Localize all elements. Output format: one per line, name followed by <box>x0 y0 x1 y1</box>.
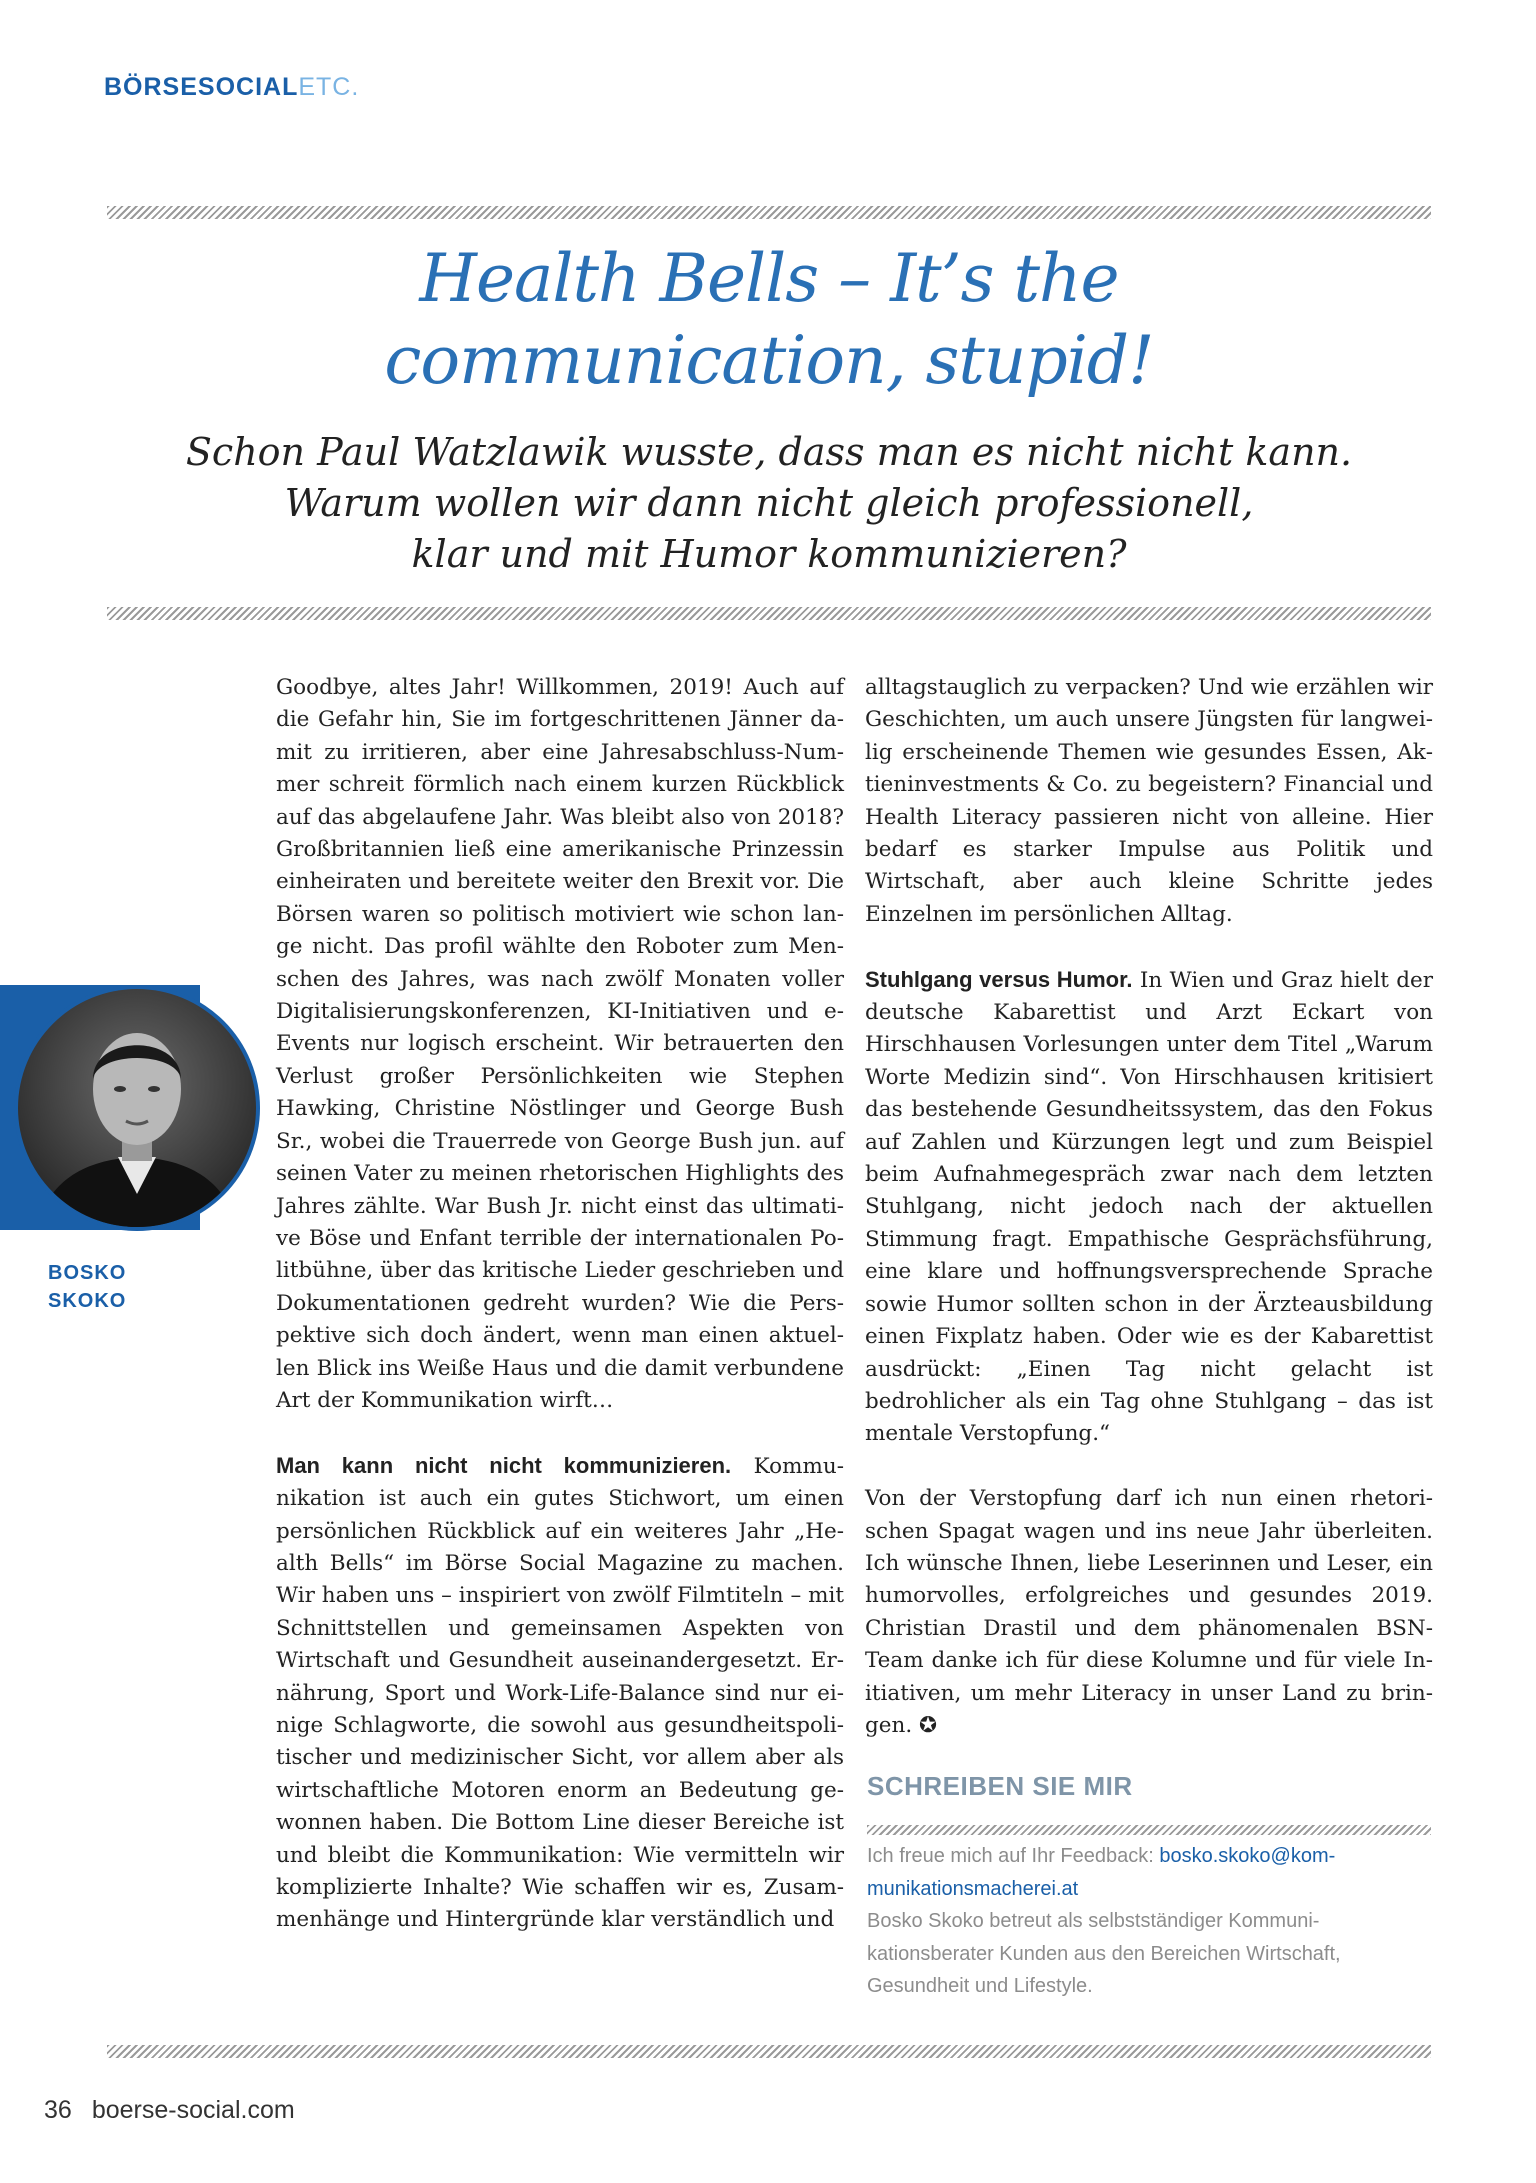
brand-part-2: ETC. <box>298 73 360 101</box>
contact-email-link[interactable]: bosko.skoko@kommunikationsmacherei.at <box>867 1845 1336 1900</box>
paragraph-text: Kommunikation ist auch ein gutes Stichwort, um einen persönlichen Rückblick auf ein weiteres Jahr „Health Bells“ im Börse Social Magazine zu machen. Wir haben uns – inspiriert von zwölf Filmtiteln – mit Schnittstellen und gemeinsamen Aspekten von Wirtschaft und Gesundheit auseinandergesetzt. Ernährung, Sport und Work-Life-Balance sind nur einige Schlagworte, die sowohl aus gesundheitspolitischer und medizinischer Sicht, vor allem aber als wirtschaftliche Motoren enorm an Bedeutung gewonnen haben. Die Bottom Line dieser Bereiche ist und bleibt die Kommunikation: Wie vermitteln wir komplizierte Inhalte? Wie schaffen wir es, Zusammenhänge und Hintergründe klar verständlich und <box>276 1453 844 1933</box>
subheadline-line-3: klar und mit Humor kommunizieren? <box>411 532 1127 576</box>
contact-divider <box>867 1825 1431 1835</box>
article-column-right <box>865 672 1433 1775</box>
paragraph-humor <box>865 964 1433 1451</box>
header-divider <box>107 607 1431 620</box>
article-column-left <box>276 672 844 1969</box>
author-last-name: SKOKO <box>48 1290 127 1312</box>
portrait-image <box>18 989 256 1227</box>
author-bio: Bosko Skoko betreut als selbstständiger Kommunikationsberater Kunden aus den Bereichen Wirtschaft, Gesundheit und Lifestyle. <box>867 1910 1341 1997</box>
page-footer <box>44 2096 295 2125</box>
paragraph-kommunikation-continued: alltagstauglich zu verpacken? Und wie erzählen wir Geschichten, um auch unsere Jüngsten für langweilig erscheinende Themen wie gesundes Essen, Aktieninvestments & Co. zu begeistern? Financial und Health Literacy passieren nicht von alleine. Hier bedarf es starker Impulse aus Politik und Wirtschaft, aber auch kleine Schritte jedes Einzelnen im persönlichen Alltag. <box>865 675 1433 927</box>
author-photo <box>14 985 260 1231</box>
brand-logo <box>104 73 359 102</box>
contact-intro: Ich freue mich auf Ihr Feedback: <box>867 1845 1160 1867</box>
subheadline-line-2: Warum wollen wir dann nicht gleich professionell, <box>284 481 1254 525</box>
contact-box <box>867 1840 1431 2003</box>
footer-divider <box>107 2045 1431 2058</box>
author-name <box>48 1259 126 1315</box>
paragraph-lead: Stuhlgang versus Humor. <box>865 966 1133 992</box>
subheadline-line-1: Schon Paul Watzlawik wusste, dass man es nicht nicht kann. <box>185 430 1353 474</box>
headline <box>107 238 1431 402</box>
subheadline <box>107 427 1431 580</box>
top-divider <box>107 206 1431 219</box>
paragraph-closing: Von der Verstopfung darf ich nun einen rhetorischen Spagat wagen und ins neue Jahr überleiten. Ich wünsche Ihnen, liebe Leserinnen und Leser, ein humorvolles, erfolgreiches und gesundes 2019. Christian Drastil und dem phänomenalen BSN-Team danke ich für diese Kolumne und für viele Initiativen, um mehr Literacy in unser Land zu bringen. ✪ <box>865 1486 1433 1738</box>
page-number: 36 <box>44 2096 72 2124</box>
website-url[interactable]: boerse-social.com <box>91 2096 295 2124</box>
headline-line-1: Health Bells – It’s the <box>419 240 1119 317</box>
author-first-name: BOSKO <box>48 1262 127 1284</box>
contact-title: SCHREIBEN SIE MIR <box>867 1771 1133 1801</box>
paragraph-intro: Goodbye, altes Jahr! Willkommen, 2019! Auch auf die Gefahr hin, Sie im fortgeschrittenen Jänner damit zu irritieren, aber eine Jahresabschluss-Nummer schreit förmlich nach einem kurzen Rückblick auf das abgelaufene Jahr. Was bleibt also von 2018? Großbritannien ließ eine amerikanische Prinzessin einheiraten und bereitete weiter den Brexit vor. Die Börsen waren so politisch motiviert wie schon lange nicht. Das profil wählte den Roboter zum Menschen des Jahres, was nach zwölf Monaten voller Digitalisierungskonferenzen, KI-Initiativen und e-Events nur logisch erscheint. Wir betrauerten den Verlust großer Persönlichkeiten wie Stephen Hawking, Christine Nöstlinger und George Bush Sr., wobei die Trauerrede von George Bush jun. auf seinen Vater zu meinen rhetorischen Highlights des Jahres zählte. War Bush Jr. nicht einst das ultimative Böse und Enfant terrible der internationalen Politbühne, über das kritische Lieder geschrieben und Dokumentationen gedreht wurden? Wie die Perspektive sich doch ändert, wenn man einen aktuellen Blick ins Weiße Haus und die damit verbundene Art der Kommunikation wirft… <box>276 675 844 1413</box>
paragraph-text: In Wien und Graz hielt der deutsche Kabarettist und Arzt Eckart von Hirschhausen Vorlesungen unter dem Titel „Warum Worte Medizin sind“. Von Hirschhausen kritisiert das bestehende Gesundheitssystem, das den Fokus auf Zahlen und Kürzungen legt und zum Beispiel beim Aufnahmegespräch zwar nach dem letzten Stuhlgang, nicht jedoch nach der aktuellen Stimmung fragt. Empathische Gesprächsführung, eine klare und hoffnungsversprechende Sprache sowie Humor sollten schon in der Ärzteausbildung einen Fixplatz haben. Oder wie es der Kabarettist ausdrückt: „Einen Tag nicht gelacht ist bedrohlicher als ein Tag ohne Stuhlgang – das ist mentale Verstopfung.“ <box>865 967 1433 1447</box>
brand-part-1: BÖRSESOCIAL <box>104 73 299 101</box>
paragraph-lead: Man kann nicht nicht kommunizieren. <box>276 1452 732 1478</box>
paragraph-kommunikation <box>276 1450 844 1937</box>
headline-line-2: communication, stupid! <box>384 322 1154 399</box>
contact-feedback <box>867 1840 1431 1905</box>
